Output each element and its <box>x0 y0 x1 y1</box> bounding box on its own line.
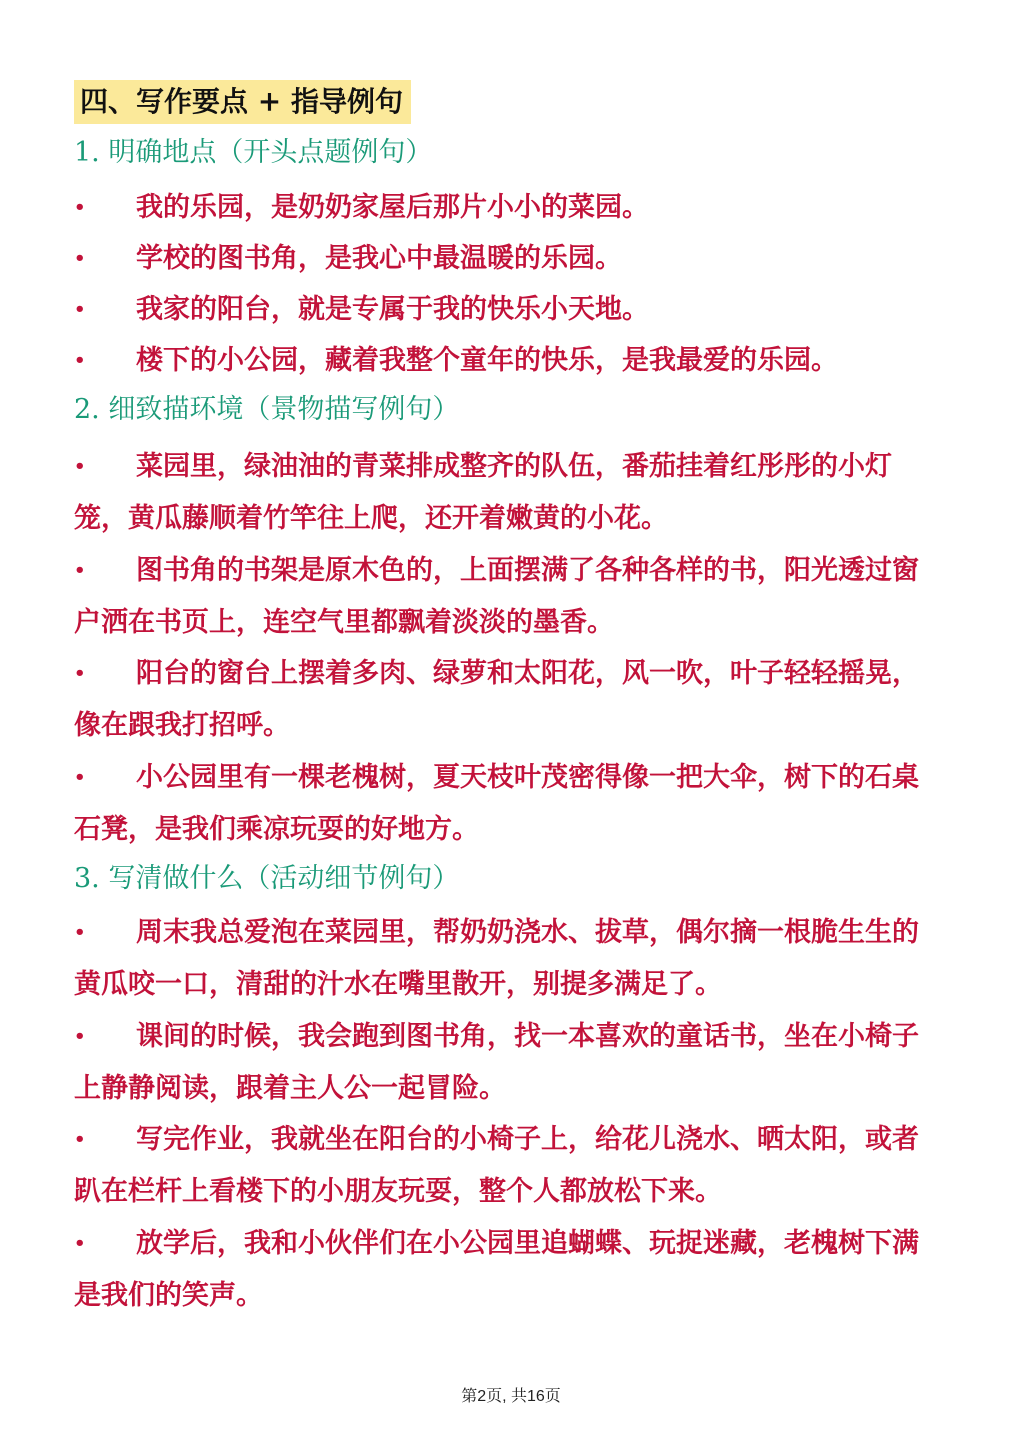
list-item <box>74 233 940 285</box>
bullet-icon: • <box>74 922 86 943</box>
list-item <box>74 284 940 336</box>
bullet-icon: • <box>74 1233 86 1254</box>
list-item <box>74 752 940 856</box>
bullet-icon: • <box>74 767 86 788</box>
bullet-icon: • <box>74 1026 86 1047</box>
list-item-text: 图书角的书架是原木色的，上面摆满了各种各样的书，阳光透过窗户洒在书页上，连空气里都飘着淡淡的墨香。 <box>74 555 919 638</box>
section-title-1: 1. 明确地点（开头点题例句） <box>74 137 433 168</box>
bullet-icon: • <box>74 299 86 320</box>
list-item <box>74 1218 940 1322</box>
bullet-icon: • <box>74 248 86 269</box>
list-item <box>74 1011 940 1115</box>
page-number-footer: 第2页, 共16页 <box>461 1388 561 1405</box>
list-item-text: 课间的时候，我会跑到图书角，找一本喜欢的童话书，坐在小椅子上静静阅读，跟着主人公一起冒险。 <box>74 1021 919 1104</box>
list-item <box>74 335 940 387</box>
list-item-text: 阳台的窗台上摆着多肉、绿萝和太阳花，风一吹，叶子轻轻摇晃，像在跟我打招呼。 <box>74 658 919 741</box>
list-item-text: 放学后，我和小伙伴们在小公园里追蝴蝶、玩捉迷藏，老槐树下满是我们的笑声。 <box>74 1228 919 1311</box>
list-item-text: 周末我总爱泡在菜园里，帮奶奶浇水、拔草，偶尔摘一根脆生生的黄瓜咬一口，清甜的汁水在嘴里散开，别提多满足了。 <box>74 917 919 1000</box>
list-item <box>74 1114 940 1218</box>
list-item <box>74 441 940 545</box>
list-item <box>74 545 940 649</box>
bullet-icon: • <box>74 350 86 371</box>
section-title-3: 3. 写清做什么（活动细节例句） <box>74 863 460 894</box>
page-heading: 四、写作要点 + 指导例句 <box>74 80 411 124</box>
bullet-icon: • <box>74 456 86 477</box>
bullet-icon: • <box>74 1129 86 1150</box>
list-item-text: 我家的阳台，就是专属于我的快乐小天地。 <box>136 294 649 325</box>
list-item-text: 菜园里，绿油油的青菜排成整齐的队伍，番茄挂着红彤彤的小灯笼，黄瓜藤顺着竹竿往上爬，还开着嫩黄的小花。 <box>74 451 892 534</box>
section-title-2: 2. 细致描环境（景物描写例句） <box>74 394 460 425</box>
list-item <box>74 648 940 752</box>
list-item-text: 学校的图书角，是我心中最温暖的乐园。 <box>136 243 622 274</box>
list-item-text: 小公园里有一棵老槐树，夏天枝叶茂密得像一把大伞，树下的石桌石凳，是我们乘凉玩耍的好地方。 <box>74 762 919 845</box>
list-item-text: 楼下的小公园，藏着我整个童年的快乐，是我最爱的乐园。 <box>136 345 838 376</box>
list-item <box>74 182 940 234</box>
list-item-text: 写完作业，我就坐在阳台的小椅子上，给花儿浇水、晒太阳，或者趴在栏杆上看楼下的小朋友玩耍，整个人都放松下来。 <box>74 1124 919 1207</box>
bullet-icon: • <box>74 197 86 218</box>
list-item-text: 我的乐园，是奶奶家屋后那片小小的菜园。 <box>136 192 649 223</box>
bullet-icon: • <box>74 560 86 581</box>
list-item <box>74 907 940 1011</box>
bullet-icon: • <box>74 663 86 684</box>
